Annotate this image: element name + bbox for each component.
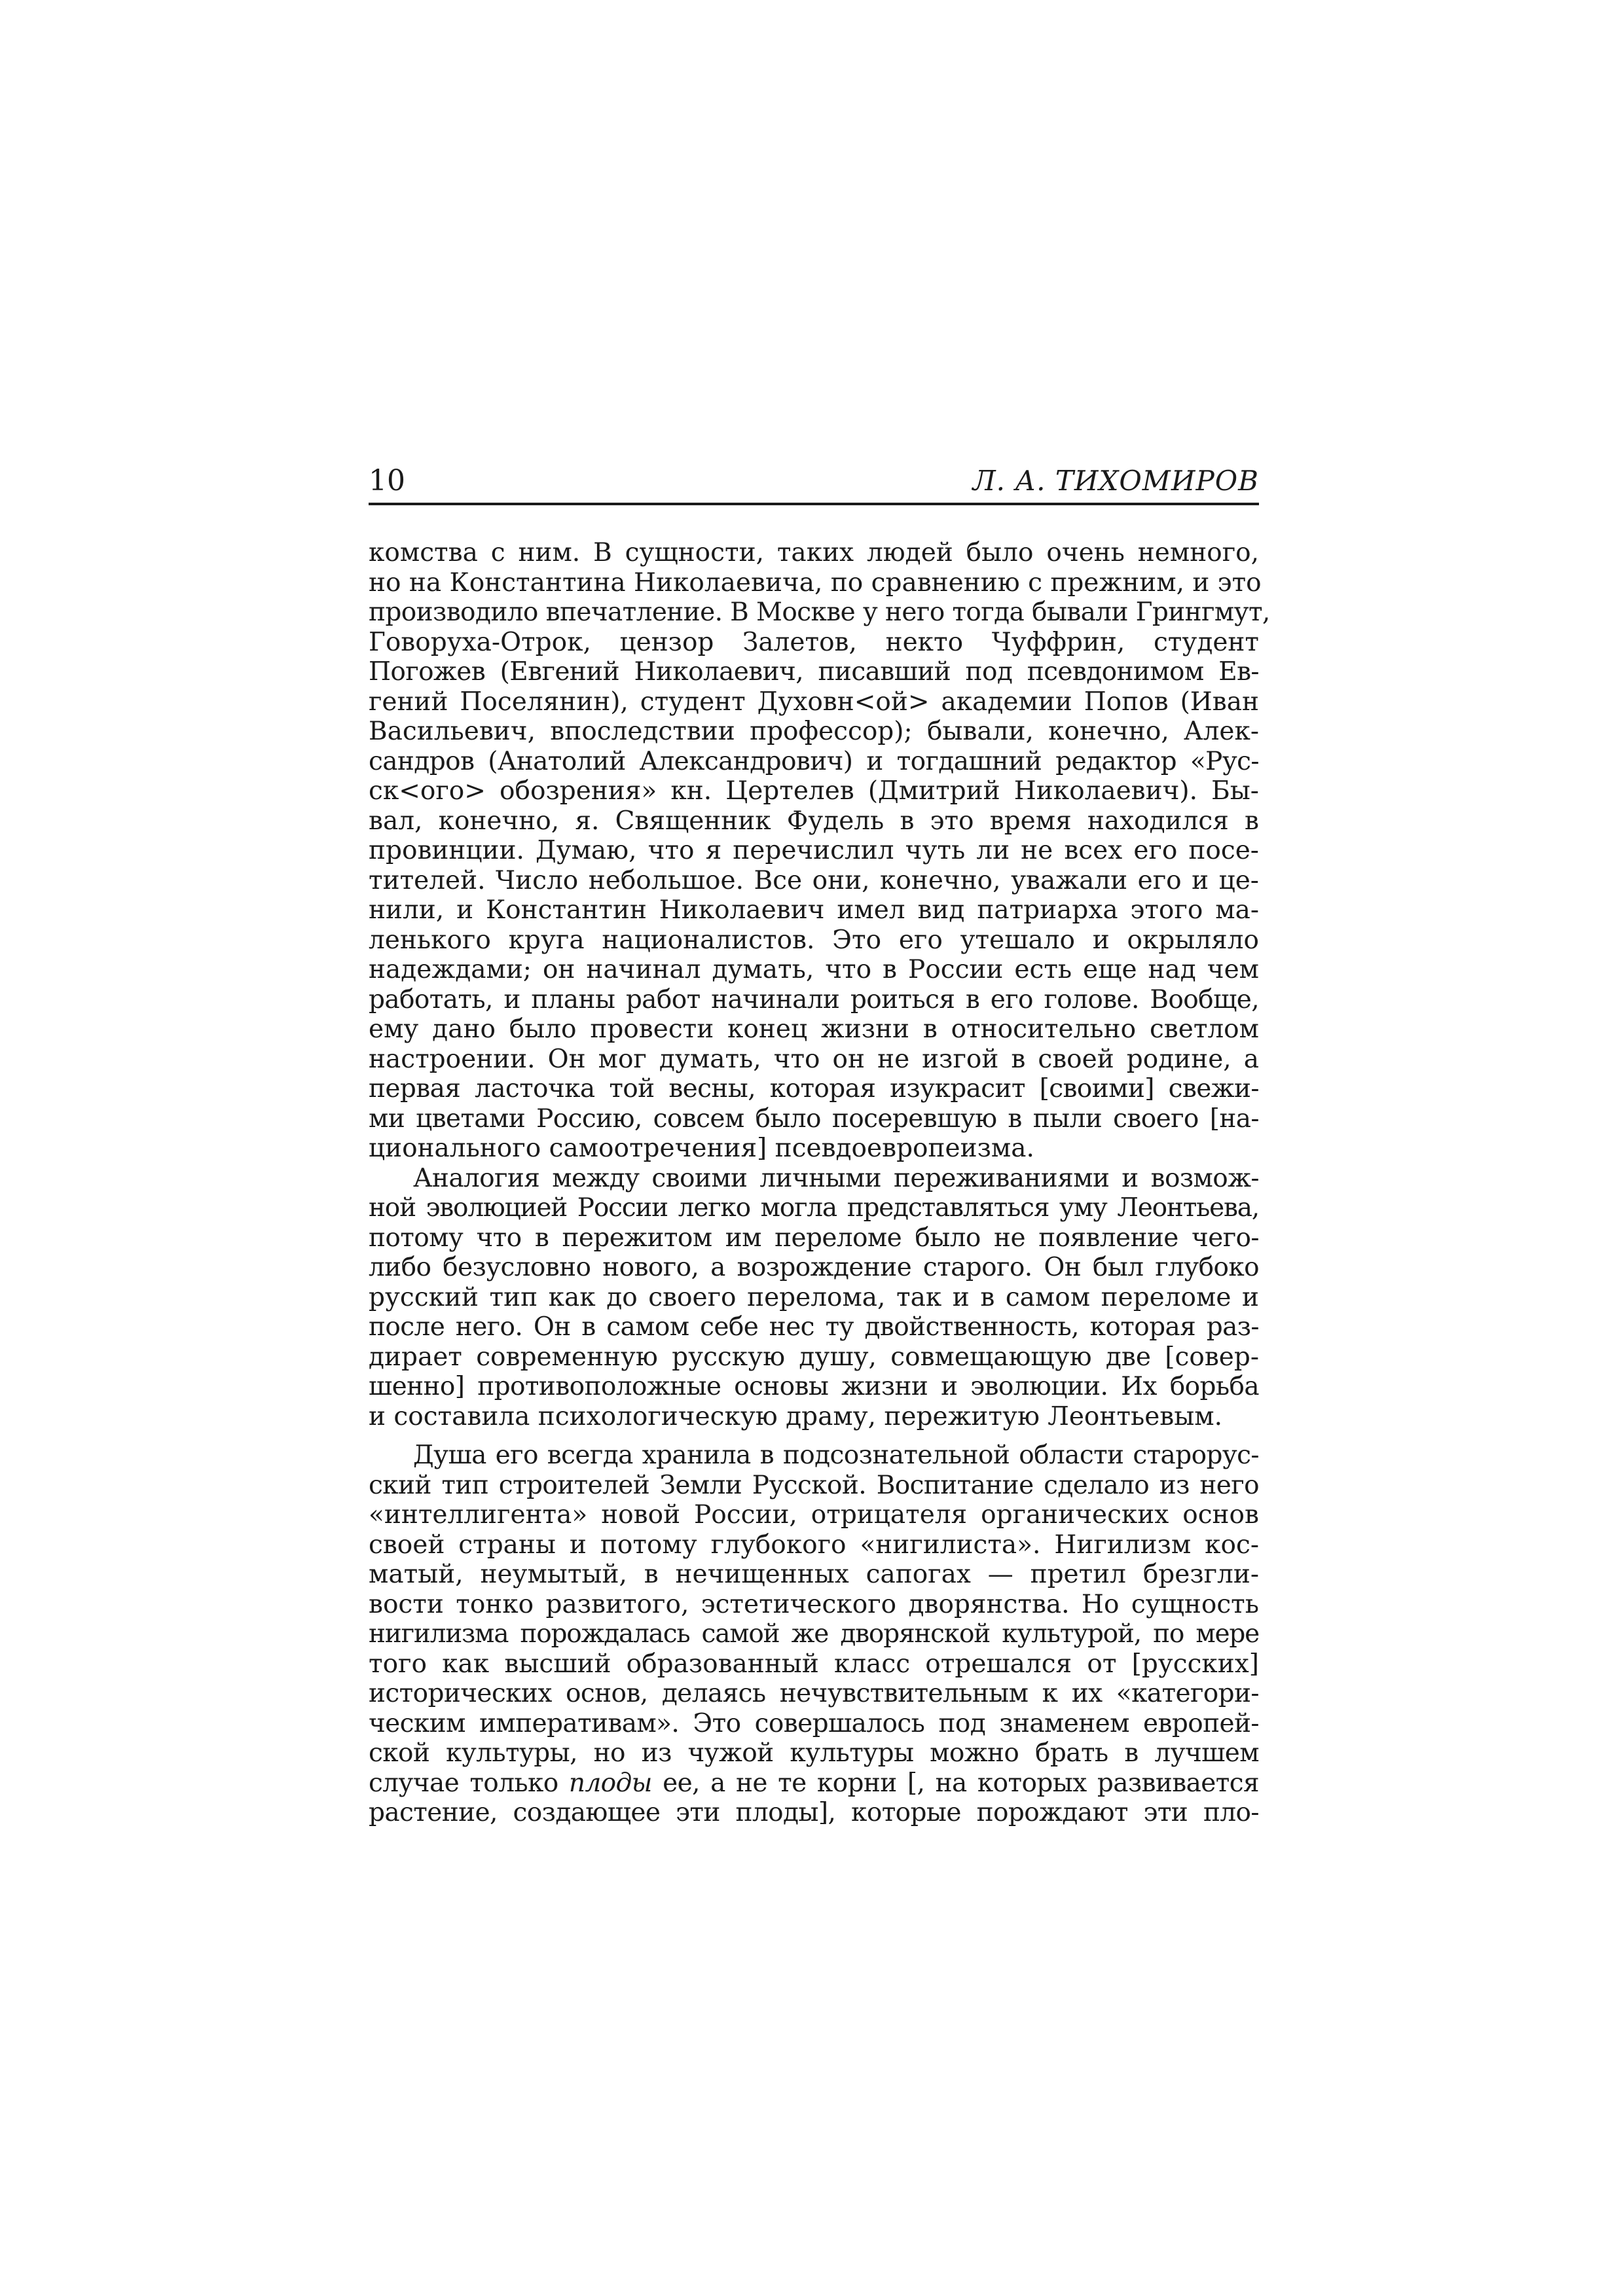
text-line: потому что в пережитом им переломе было не появление чего-	[369, 1223, 1259, 1253]
text-line: после него. Он в самом себе нес ту двойственность, которая раз-	[369, 1312, 1259, 1342]
text-line: Душа его всегда хранила в подсознательной области старорус-	[413, 1441, 1259, 1470]
page-number: 10	[369, 464, 405, 497]
text-line: ческим императивам». Это совершалось под знаменем европей-	[369, 1708, 1259, 1738]
text-line: ский тип строителей Земли Русской. Воспитание сделало из него	[369, 1470, 1259, 1500]
text-line: дирает современную русскую душу, совмещающую две [совер-	[369, 1342, 1259, 1372]
text-line: Васильевич, впоследствии профессор); бывали, конечно, Алек-	[369, 717, 1259, 746]
paragraph-2	[369, 1164, 1259, 1432]
italic-word: плоды	[568, 1768, 652, 1798]
text-line: вал, конечно, я. Священник Фудель в это время находился в	[369, 806, 1259, 836]
text-line: сандров (Анатолий Александрович) и тогдашний редактор «Рус-	[369, 746, 1259, 776]
text-line: Погожев (Евгений Николаевич, писавший под псевдонимом Ев-	[369, 657, 1259, 687]
text-line: надеждами; он начинал думать, что в России есть еще над чем	[369, 955, 1259, 984]
text-line: ск<ого> обозрения» кн. Цертелев (Дмитрий Николаевич). Бы-	[369, 776, 1259, 806]
text-line: ционального самоотречения] псевдоевропеизма.	[369, 1134, 1034, 1163]
text-line: провинции. Думаю, что я перечислил чуть ли не всех его посе-	[369, 836, 1259, 865]
text-line: ленького круга националистов. Это его утешало и окрыляло	[369, 925, 1259, 955]
text-line: ми цветами Россию, совсем было посеревшую в пыли своего [на-	[369, 1103, 1259, 1134]
text-line: исторических основ, делаясь нечувствительным к их «категори-	[369, 1679, 1259, 1708]
text-line: но на Константина Николаевича, по сравнению с прежним, и это	[369, 567, 1262, 598]
paragraph-3	[369, 1441, 1259, 1828]
paragraph-1	[369, 538, 1270, 1164]
text-line: ной эволюцией России легко могла представляться уму Леонтьева,	[369, 1193, 1259, 1223]
text-line: тителей. Число небольшое. Все они, конечно, уважали его и це-	[369, 865, 1259, 895]
running-title: Л. А. ТИХОМИРОВ	[972, 465, 1259, 497]
text-line: ему дано было провести конец жизни в относительно светлом	[369, 1014, 1259, 1044]
text-line: первая ласточка той весны, которая изукрасит [своими] свежи-	[369, 1074, 1259, 1103]
text-line: шенно] противоположные основы жизни и эволюции. Их борьба	[369, 1372, 1259, 1401]
text-line: работать, и планы работ начинали роиться в его голове. Вообще,	[369, 984, 1259, 1014]
text-line: матый, неумытый, в нечищенных сапогах — претил брезгли-	[369, 1560, 1259, 1589]
text-line: нили, и Константин Николаевич имел вид патриарха этого ма-	[369, 895, 1259, 925]
page-header	[369, 465, 1259, 505]
text-line: либо безусловно нового, а возрождение старого. Он был глубоко	[369, 1253, 1259, 1282]
body-text	[369, 538, 1270, 1828]
text-line	[369, 1768, 1259, 1799]
text-fragment: ее, а не те корни [, на которых развивается	[651, 1768, 1259, 1798]
text-line: Аналогия между своими личными переживаниями и возмож-	[413, 1163, 1259, 1193]
text-line: своей страны и потому глубокого «нигилиста». Нигилизм кос-	[369, 1530, 1259, 1560]
paragraph-gap	[369, 1431, 1259, 1441]
text-line: нигилизма порождалась самой же дворянской культурой, по мере	[369, 1619, 1259, 1649]
text-line: ской культуры, но из чужой культуры можно брать в лучшем	[369, 1738, 1259, 1768]
text-line: растение, создающее эти плоды], которые порождают эти пло-	[369, 1798, 1259, 1827]
text-line: вости тонко развитого, эстетического дворянства. Но сущность	[369, 1589, 1259, 1619]
text-fragment: случае только	[369, 1768, 569, 1798]
text-line: того как высший образованный класс отрешался от [русских]	[369, 1649, 1259, 1679]
text-line: комства с ним. В сущности, таких людей было очень немного,	[369, 538, 1259, 567]
text-line: «интеллигента» новой России, отрицателя органических основ	[369, 1500, 1259, 1530]
text-line: и составила психологическую драму, пережитую Леонтьевым.	[369, 1401, 1223, 1431]
text-line: настроении. Он мог думать, что он не изгой в своей родине, а	[369, 1044, 1259, 1074]
text-line: русский тип как до своего перелома, так и в самом переломе и	[369, 1282, 1259, 1312]
text-line: производило впечатление. В Москве у него тогда бывали Грингмут,	[369, 598, 1270, 627]
text-line: гений Поселянин), студент Духовн<ой> академии Попов (Иван	[369, 687, 1259, 717]
text-line: Говоруха-Отрок, цензор Залетов, некто Чуффрин, студент	[369, 627, 1259, 657]
